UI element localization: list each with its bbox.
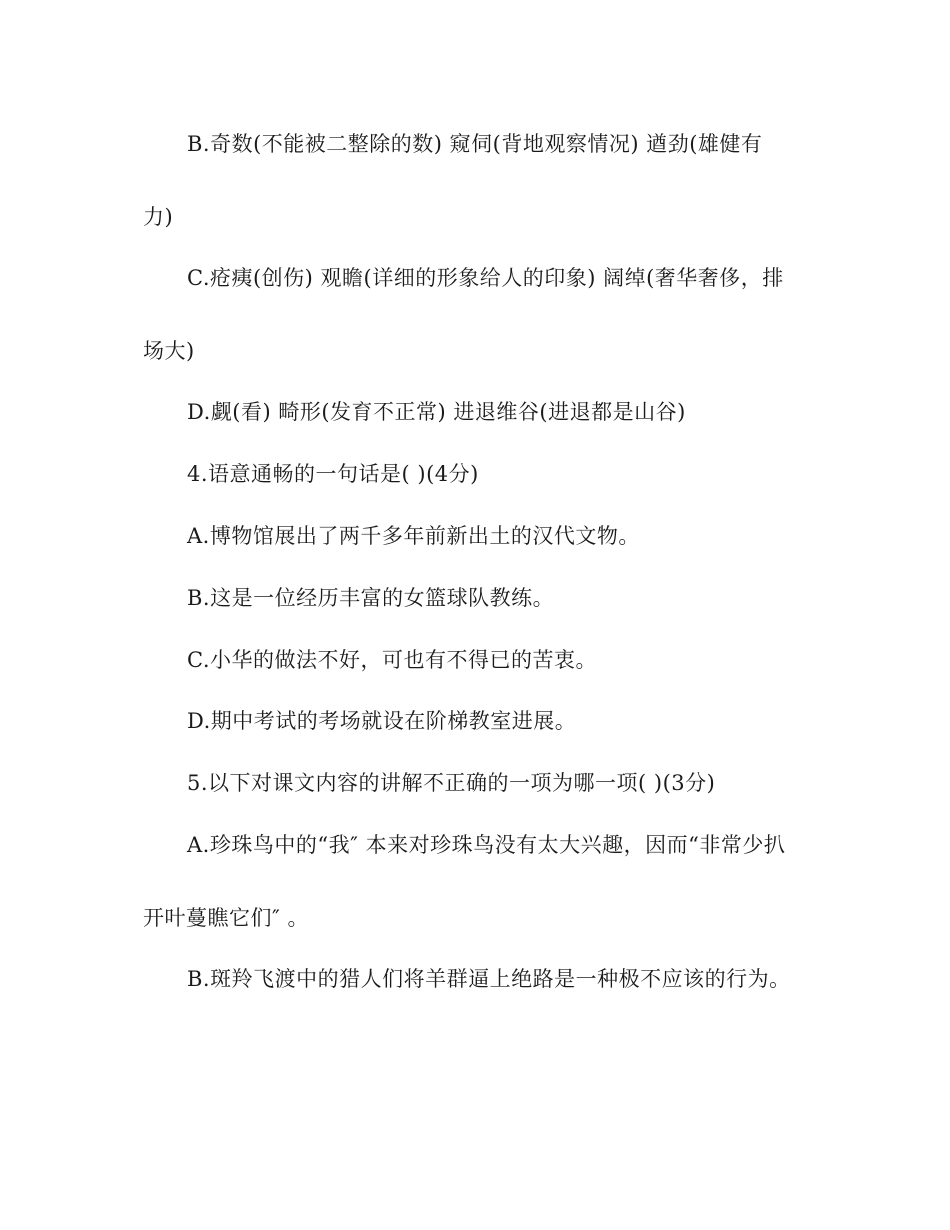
question-4-option-d: D.期中考试的考场就设在阶梯教室进展。 [187,709,577,733]
option-c-line-2: 场大) [143,339,195,363]
question-5-option-b: B.斑羚飞渡中的猎人们将羊群逼上绝路是一种极不应该的行为。 [187,967,791,991]
option-b-line-2: 力) [143,205,174,229]
question-5-option-a-line-1: A.珍珠鸟中的“我″ 本来对珍珠鸟没有太大兴趣，因而“非常少扒 [187,833,786,857]
question-4: 4.语意通畅的一句话是( )(4分) [187,462,479,486]
question-5: 5.以下对课文内容的讲解不正确的一项为哪一项( )(3分) [187,771,716,795]
question-5-option-a-line-2: 开叶蔓瞧它们″ 。 [143,906,310,930]
option-b-line-1: B.奇数(不能被二整除的数) 窥伺(背地观察情况) 遒劲(雄健有 [187,132,763,156]
option-d-line: D.觑(看) 畸形(发育不正常) 进退维谷(进退都是山谷) [187,400,686,424]
option-c-line-1: C.疮痍(创伤) 观瞻(详细的形象给人的印象) 阔绰(奢华奢侈，排 [187,266,784,290]
question-4-option-c: C.小华的做法不好，可也有不得已的苦衷。 [187,648,597,672]
question-4-option-a: A.博物馆展出了两千多年前新出土的汉代文物。 [187,524,640,548]
question-4-option-b: B.这是一位经历丰富的女篮球队教练。 [187,586,555,610]
